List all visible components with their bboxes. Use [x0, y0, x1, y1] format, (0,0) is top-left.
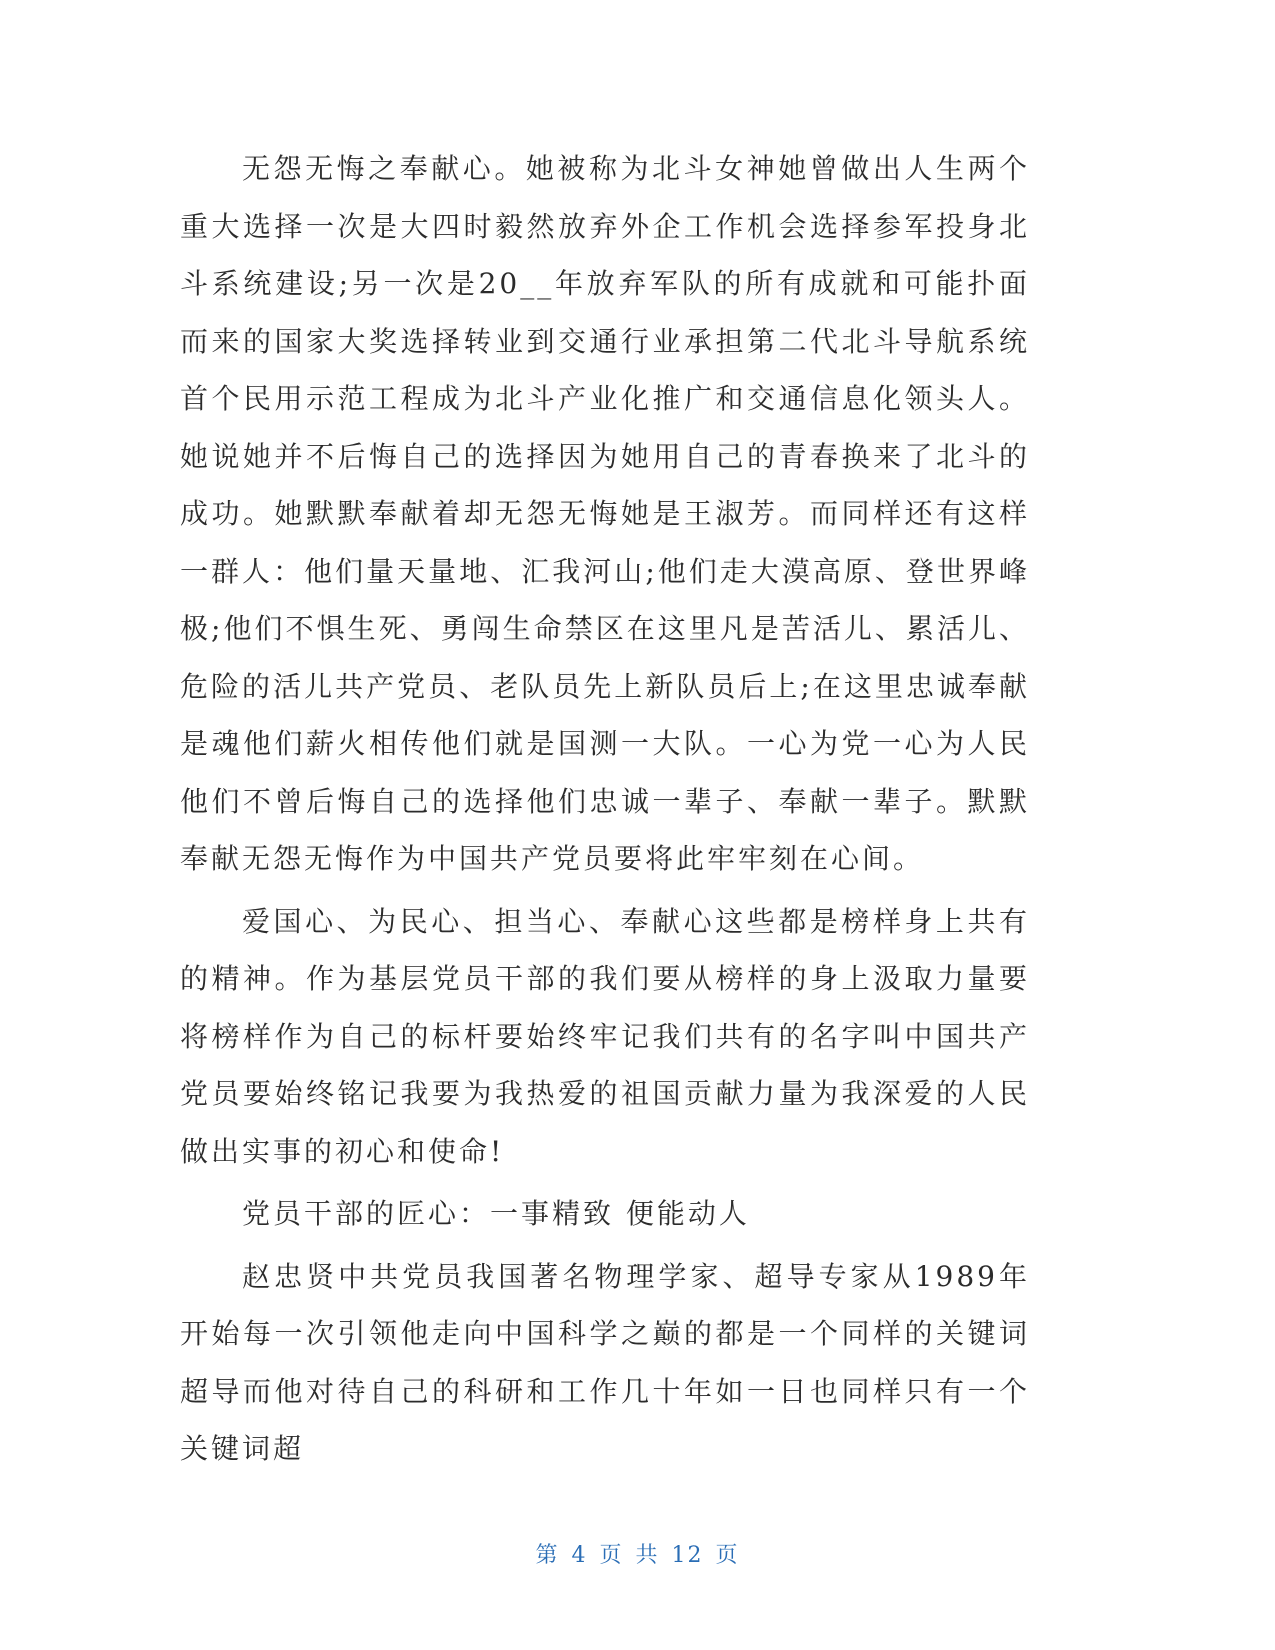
footer-label-of: 页 — [599, 1543, 624, 1568]
section-heading: 党员干部的匠心：一事精致 便能动人 — [242, 1197, 750, 1230]
footer-total-pages: 12 — [671, 1543, 704, 1568]
document-body — [180, 140, 1030, 1483]
footer-current-page: 4 — [571, 1543, 588, 1568]
page-footer — [0, 1538, 1275, 1569]
footer-label-page: 第 — [535, 1543, 560, 1568]
paragraph-dedication: 无怨无悔之奉献心。她被称为北斗女神她曾做出人生两个重大选择一次是大四时毅然放弃外企工作机会选择参军投身北斗系统建设;另一次是20__年放弃军队的所有成就和可能扑面而来的国家大奖选择转业到交通行业承担第二代北斗导航系统首个民用示范工程成为北斗产业化推广和交通信息化领头人。她说她并不后悔自己的选择因为她用自己的青春换来了北斗的成功。她默默奉献着却无怨无悔她是王淑芳。而同样还有这样一群人：他们量天量地、汇我河山;他们走大漠高原、登世界峰极;他们不惧生死、勇闯生命禁区在这里凡是苦活儿、累活儿、危险的活儿共产党员、老队员先上新队员后上;在这里忠诚奉献是魂他们薪火相传他们就是国测一大队。一心为党一心为人民他们不曾后悔自己的选择他们忠诚一辈子、奉献一辈子。默默奉献无怨无悔作为中国共产党员要将此牢牢刻在心间。 — [180, 152, 1030, 875]
footer-label-total: 共 — [635, 1543, 660, 1568]
paragraph-zhao-zhongxian: 赵忠贤中共党员我国著名物理学家、超导专家从1989年开始每一次引领他走向中国科学之巅的都是一个同样的关键词超导而他对待自己的科研和工作几十年如一日也同样只有一个关键词超 — [180, 1259, 1030, 1465]
footer-label-end: 页 — [715, 1543, 740, 1568]
paragraph-role-models: 爱国心、为民心、担当心、奉献心这些都是榜样身上共有的精神。作为基层党员干部的我们要从榜样的身上汲取力量要将榜样作为自己的标杆要始终牢记我们共有的名字叫中国共产党员要始终铭记我要为我热爱的祖国贡献力量为我深爱的人民做出实事的初心和使命! — [180, 904, 1030, 1168]
